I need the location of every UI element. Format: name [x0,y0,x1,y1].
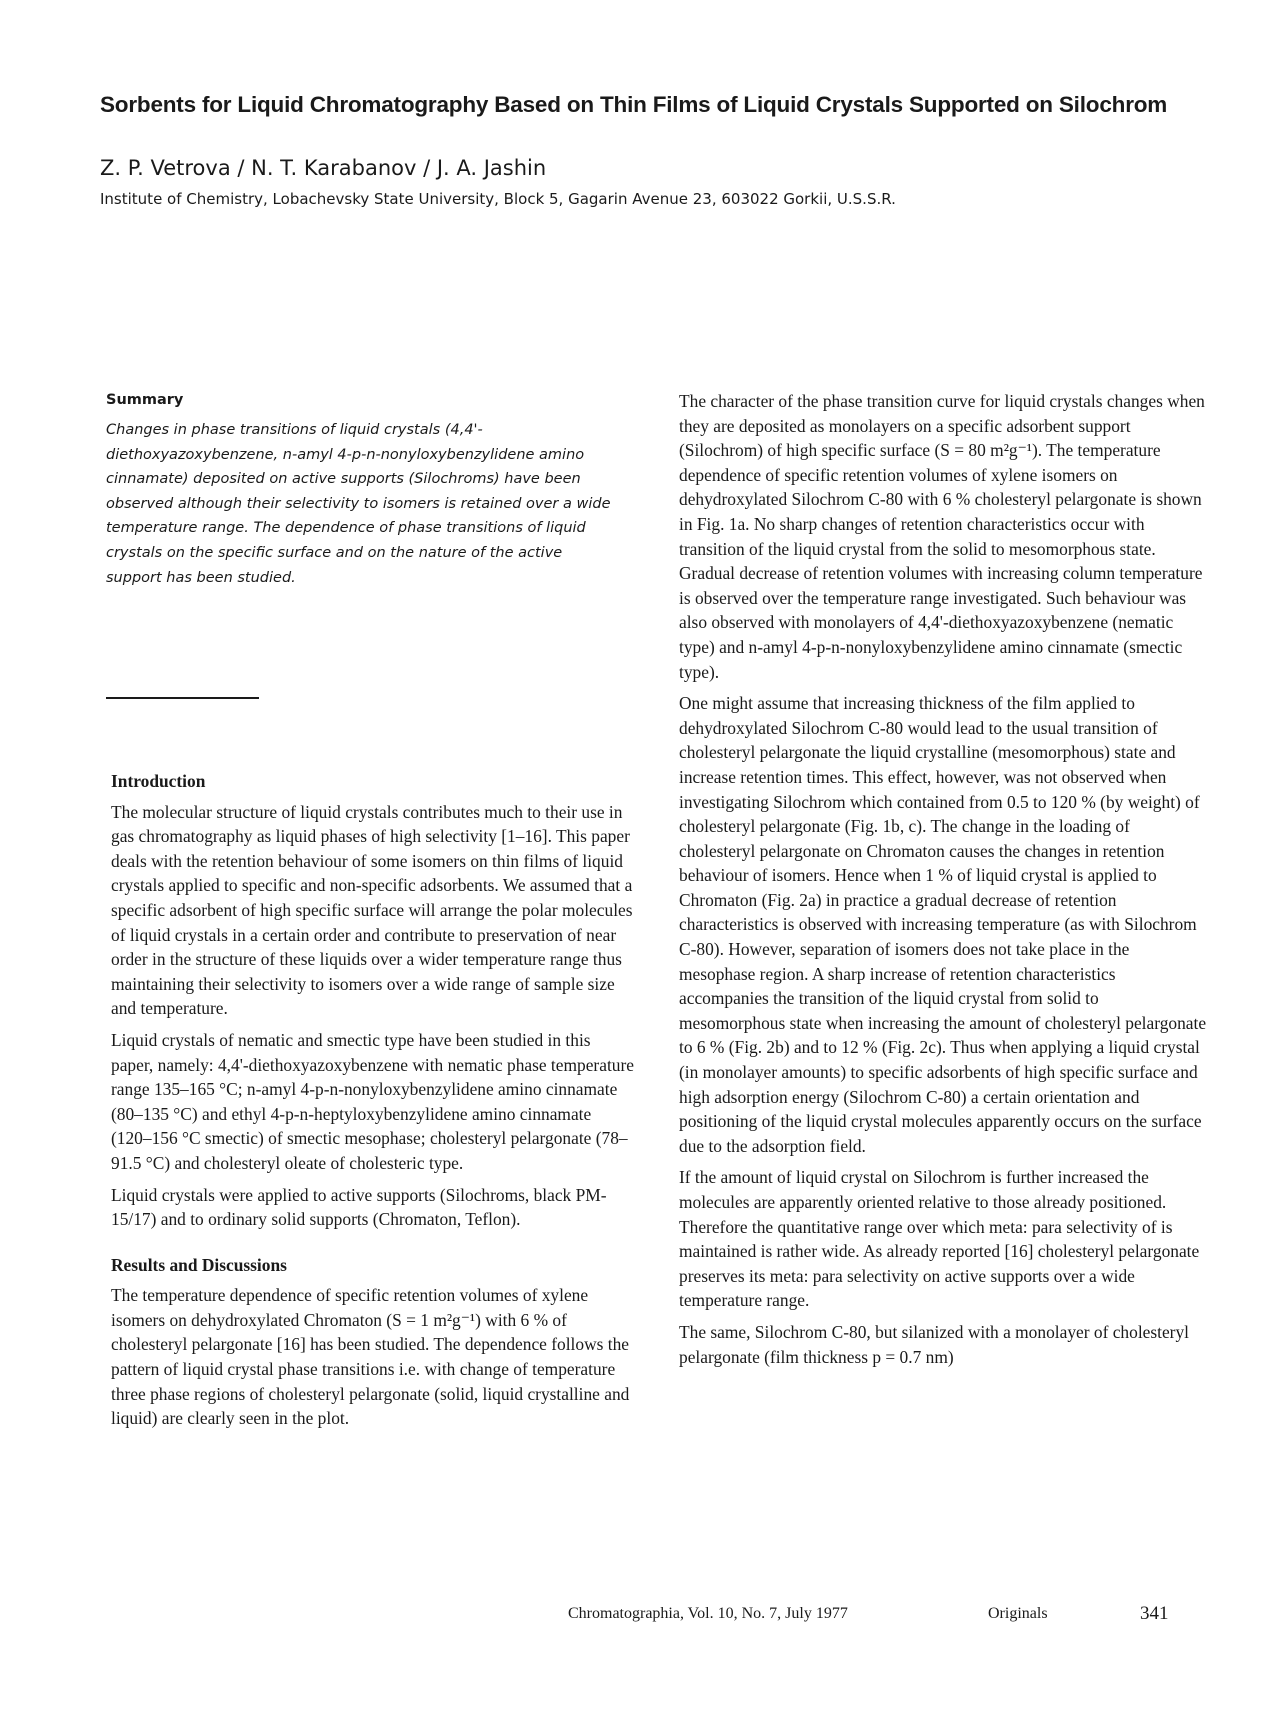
page-number: 341 [1140,1603,1169,1624]
affiliation: Institute of Chemistry, Lobachevsky State University, Block 5, Gagarin Avenue 23, 603022 Gorkii, U.S.S.R. [100,190,896,208]
paragraph: One might assume that increasing thickness of the film applied to dehydroxylated Silochrom C-80 would lead to the usual transition of cholesteryl pelargonate the liquid crystalline (mesomorphous) state and increase retention times. This effect, however, was not observed when investigating Silochrom which contained from 0.5 to 120 % (by weight) of cholesteryl pelargonate (Fig. 1b, c). The change in the loading of cholesteryl pelargonate on Chromaton causes the changes in retention behaviour of isomers. Hence when 1 % of liquid crystal is applied to Chromaton (Fig. 2a) in practice a gradual decrease of retention characteristics is observed with increasing temperature (as with Silochrom C-80). However, separation of isomers does not take place in the mesophase region. A sharp increase of retention characteristics accompanies the transition of the liquid crystal from solid to mesomorphous state when increasing the amount of cholesteryl pelargonate to 6 % (Fig. 2b) and to 12 % (Fig. 2c). Thus when applying a liquid crystal (in monolayer amounts) to specific adsorbents of high specific surface and high adsorption energy (Silochrom C-80) a certain orientation and positioning of the liquid crystal molecules apparently occurs on the surface due to the adsorption field. [679,693,1207,1156]
summary-text: Changes in phase transitions of liquid crystals (4,4'-diethoxyazoxybenzene, n-amyl 4-p-n-nonyloxybenzylidene amino cinnamate) deposited on active supports (Silochroms) have been observed although their selectivity to isomers is retained over a wide temperature range. The dependence of phase transitions of liquid crystals on the specific surface and on the nature of the active support has been studied. [106,422,611,586]
paragraph: Liquid crystals were applied to active supports (Silochroms, black PM-15/17) and to ordinary solid supports (Chromaton, Teflon). [111,1184,607,1230]
journal-citation: Chromatographia, Vol. 10, No. 7, July 1977 [568,1605,848,1622]
paragraph: The molecular structure of liquid crystals contributes much to their use in gas chromatography as liquid phases of high selectivity [1–16]. This paper deals with the retention behaviour of some isomers on thin films of liquid crystals applied to specific and non-specific adsorbents. We assumed that a specific adsorbent of high specific surface will arrange the polar molecules of liquid crystals in a certain order and contribute to preservation of near order in the structure of these liquids over a wider temperature range thus maintaining their selectivity to isomers over a wide range of sample size and temperature. [111,801,633,1019]
introduction-heading: Introduction [111,771,206,791]
summary-heading: Summary [106,392,184,408]
section-label: Originals [988,1605,1048,1622]
paragraph: The same, Silochrom C-80, but silanized with a monolayer of cholesteryl pelargonate (film thickness p = 0.7 nm) [679,1321,1190,1367]
authors: Z. P. Vetrova / N. T. Karabanov / J. A. Jashin [100,156,547,180]
results-heading: Results and Discussions [111,1254,287,1275]
paper-title: Sorbents for Liquid Chromatography Based on Thin Films of Liquid Crystals Supported on Silochrom [100,92,1168,117]
right-column [679,389,1209,1376]
left-column [111,769,636,1438]
paragraph: The character of the phase transition curve for liquid crystals changes when they are deposited as monolayers on a specific adsorbent support (Silochrom) of high specific surface (S = 80 m²g⁻¹). The temperature dependence of specific retention volumes of xylene isomers on dehydroxylated Silochrom C-80 with 6 % cholesteryl pelargonate is shown in Fig. 1a. No sharp changes of retention characteristics occur with transition of the liquid crystal from the solid to mesomorphous state. Gradual decrease of retention volumes with increasing column temperature is observed over the temperature range investigated. Such behaviour was also observed with monolayers of 4,4'-diethoxyazoxybenzene (nematic type) and n-amyl 4-p-n-nonyloxybenzylidene amino cinnamate (smectic type). [679,391,1205,682]
paragraph: The temperature dependence of specific retention volumes of xylene isomers on dehydroxylated Chromaton (S = 1 m²g⁻¹) with 6 % of cholesteryl pelargonate [16] has been studied. The dependence follows the pattern of liquid crystal phase transitions i.e. with change of temperature three phase regions of cholesteryl pelargonate (solid, liquid crystalline and liquid) are clearly seen in the plot. [111,1285,630,1429]
paragraph: If the amount of liquid crystal on Silochrom is further increased the molecules are apparently oriented relative to those already positioned. Therefore the quantitative range over which meta: para selectivity of is maintained is rather wide. As already reported [16] cholesteryl pelargonate preserves its meta: para selectivity on active supports over a wide temperature range. [679,1167,1200,1311]
section-divider [106,697,259,699]
paragraph: Liquid crystals of nematic and smectic type have been studied in this paper, namely: 4,4'-diethoxyazoxybenzene with nematic phase temperature range 135–165 °C; n-amyl 4-p-n-nonyloxybenzylidene amino cinnamate (80–135 °C) and ethyl 4-p-n-heptyloxybenzylidene amino cinnamate (120–156 °C smectic) of smectic mesophase; cholesteryl pelargonate (78–91.5 °C) and cholesteryl oleate of cholesteric type. [111,1029,634,1173]
